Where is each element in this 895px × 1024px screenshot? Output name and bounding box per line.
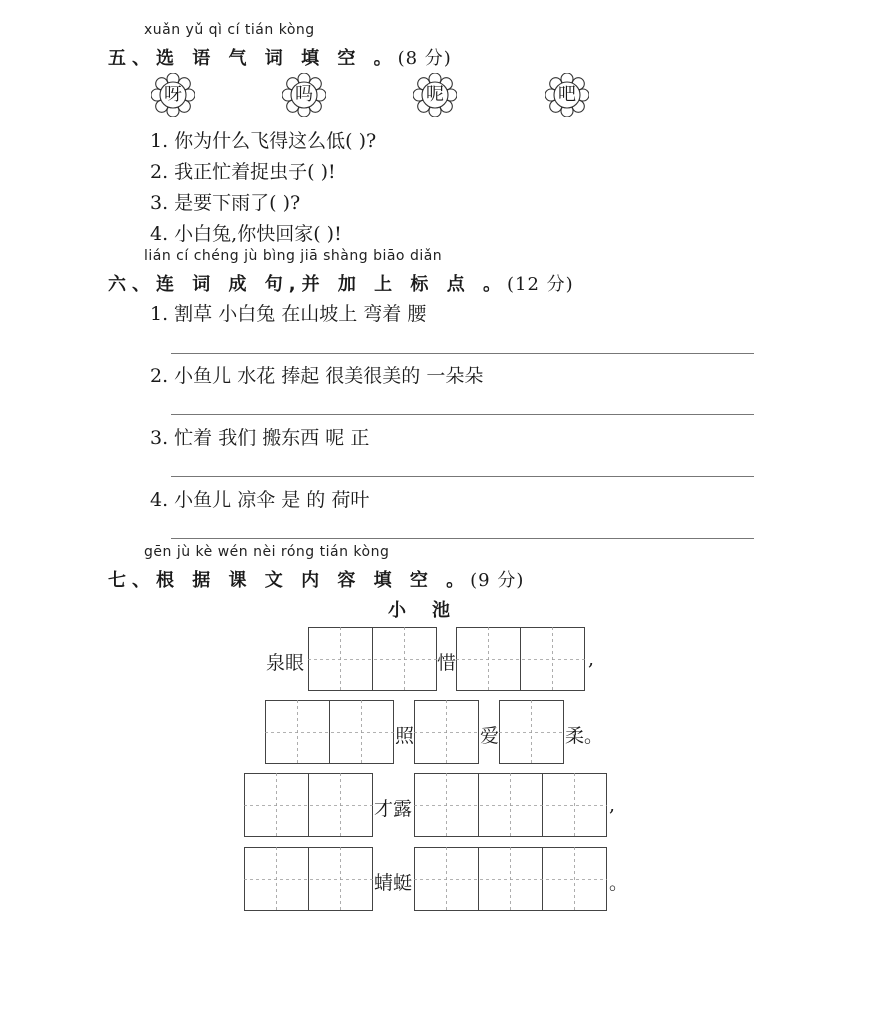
section5-heading (108, 44, 452, 70)
particle-1-text: 呀 (164, 84, 182, 105)
particle-3-text: 呢 (426, 84, 444, 105)
particle-4-text: 吧 (558, 84, 576, 105)
particle-flower-3 (413, 73, 457, 117)
s5-question-2: 2. 我正忙着捉虫子( )! (150, 161, 336, 183)
s6-item-1: 1. 割草 小白兔 在山坡上 弯着 腰 (150, 303, 427, 325)
s5-question-1: 1. 你为什么飞得这么低( )? (150, 130, 377, 152)
answer-line-2[interactable] (171, 414, 754, 415)
poem-line3-text-a: 才露 (374, 798, 413, 820)
answer-line-1[interactable] (171, 353, 754, 354)
section7-heading-text: 七、根 据 课 文 内 容 填 空 。 (108, 570, 471, 591)
poem-line4-end: 。 (609, 872, 629, 894)
poem-line2-text-a: 照 (395, 725, 415, 747)
section5-pinyin: xuǎn yǔ qì cí tián kòng (144, 22, 315, 38)
tian-grid-line1-b[interactable] (456, 627, 585, 691)
poem-line2-end: 柔。 (565, 725, 604, 747)
s5-question-4: 4. 小白兔,你快回家( )! (150, 223, 342, 245)
section6-pinyin: lián cí chéng jù bìng jiā shàng biāo diǎn (144, 248, 443, 264)
tian-grid-line2-b[interactable] (414, 700, 479, 764)
section6-heading (108, 270, 574, 296)
section7-pinyin: gēn jù kè wén nèi róng tián kòng (144, 544, 390, 560)
section5-score: (8 分) (397, 48, 452, 69)
poem-line2-text-b: 爱 (480, 725, 500, 747)
section7-score: (9 分) (470, 570, 525, 591)
tian-grid-line2-c[interactable] (499, 700, 564, 764)
poem-line1-text-b: 惜 (437, 652, 457, 674)
particle-flower-1 (151, 73, 195, 117)
answer-line-3[interactable] (171, 476, 754, 477)
poem-line1-text-a: 泉眼 (266, 652, 305, 674)
s6-item-4: 4. 小鱼儿 凉伞 是 的 荷叶 (150, 489, 370, 511)
tian-grid-line1-a[interactable] (308, 627, 437, 691)
section6-heading-text: 六、连 词 成 句,并 加 上 标 点 。 (108, 274, 507, 295)
tian-grid-line2-a[interactable] (265, 700, 394, 764)
answer-line-4[interactable] (171, 538, 754, 539)
section7-heading (108, 566, 524, 592)
poem-title: 小池 (388, 600, 476, 621)
section5-heading-text: 五、选 语 气 词 填 空 。 (108, 48, 398, 69)
particle-flower-2 (282, 73, 326, 117)
tian-grid-line3-b[interactable] (414, 773, 607, 837)
poem-line4-text-a: 蜻蜓 (374, 872, 413, 894)
section6-score: (12 分) (506, 274, 574, 295)
s6-item-2: 2. 小鱼儿 水花 捧起 很美很美的 一朵朵 (150, 365, 484, 387)
tian-grid-line4-a[interactable] (244, 847, 373, 911)
poem-line3-end: , (609, 794, 616, 816)
particle-2-text: 吗 (295, 84, 313, 105)
particle-flower-4 (545, 73, 589, 117)
s5-question-3: 3. 是要下雨了( )? (150, 192, 301, 214)
poem-line1-end: , (588, 648, 595, 670)
tian-grid-line3-a[interactable] (244, 773, 373, 837)
s6-item-3: 3. 忙着 我们 搬东西 呢 正 (150, 427, 370, 449)
tian-grid-line4-b[interactable] (414, 847, 607, 911)
